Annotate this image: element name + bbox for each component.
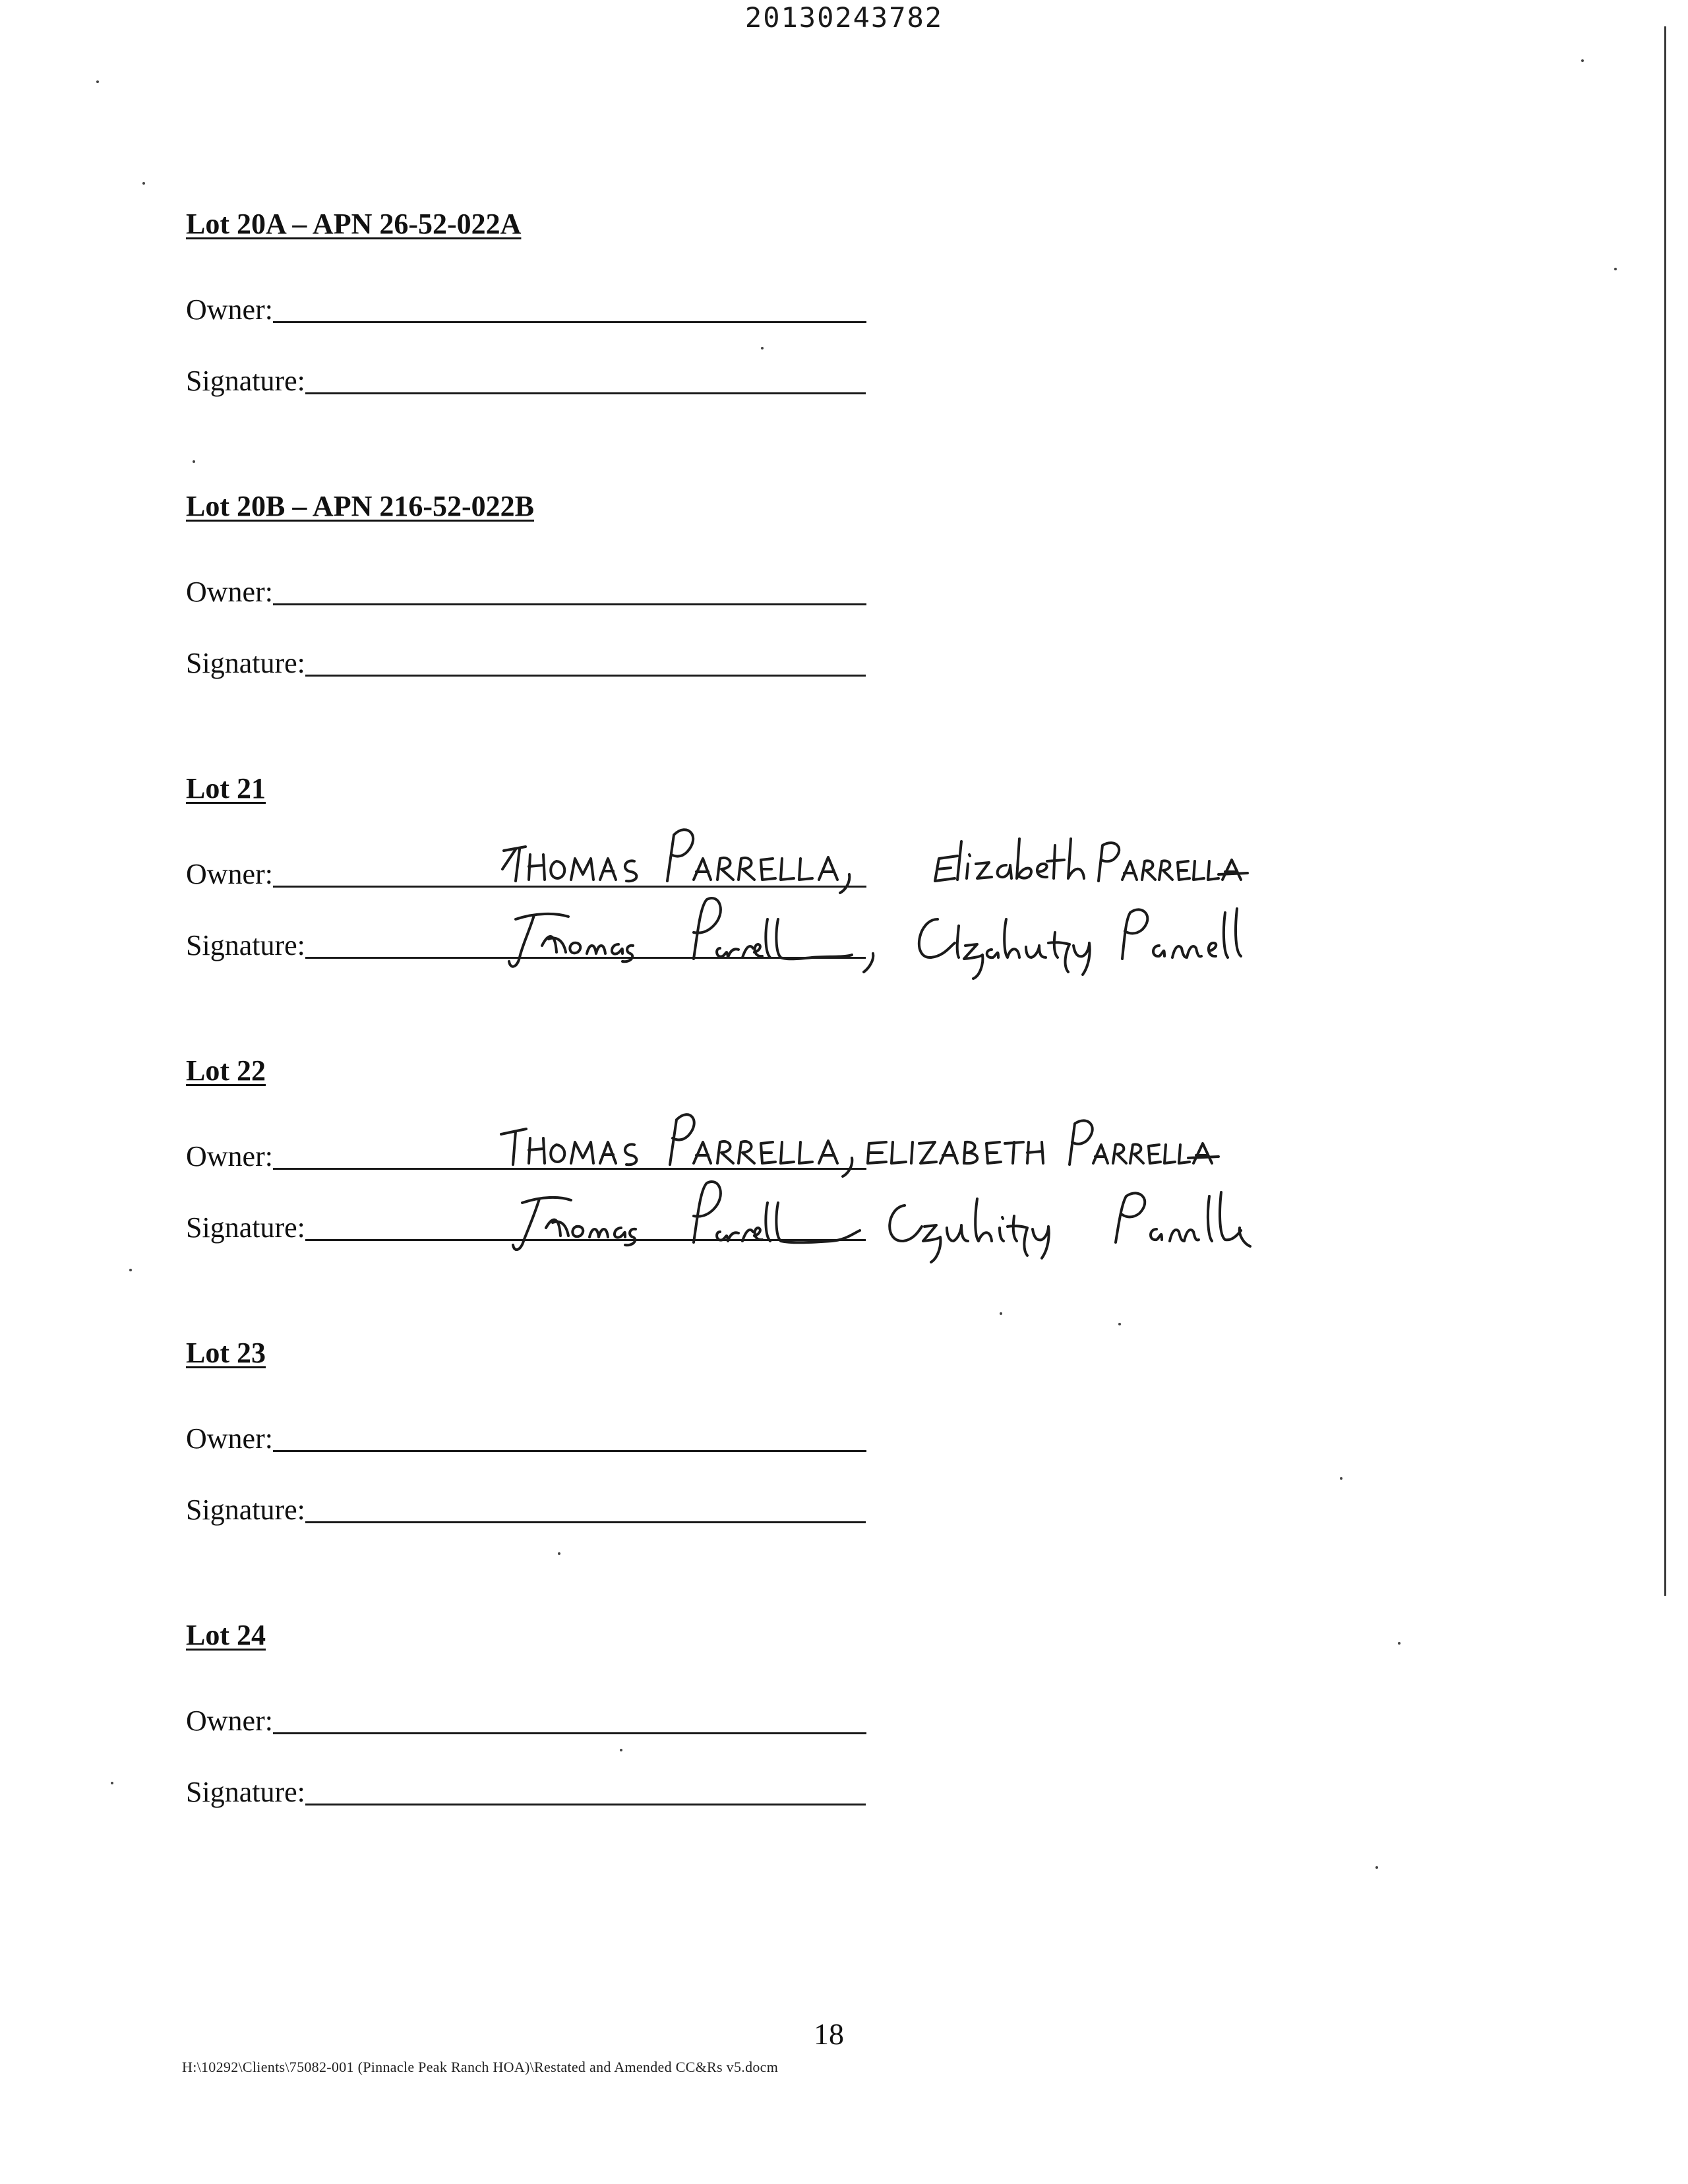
lot-title: Lot 20B – APN 216-52-022B <box>186 490 534 522</box>
scan-speck <box>129 1269 132 1271</box>
scan-edge-line <box>1664 26 1666 1596</box>
signature-label: Signature: <box>186 1776 305 1808</box>
owner-blank-line <box>273 603 866 605</box>
owner-label: Owner: <box>186 293 273 326</box>
scan-speck <box>558 1552 560 1555</box>
owner-label: Owner: <box>186 1422 273 1455</box>
scan-speck <box>1614 268 1617 270</box>
owner-field <box>186 1670 1175 1741</box>
handwritten-signatures <box>324 1162 1313 1254</box>
scan-speck <box>620 1749 622 1751</box>
signature-label: Signature: <box>186 647 305 679</box>
signature-blank-line <box>305 675 866 677</box>
scan-speck <box>1000 1312 1002 1315</box>
scan-speck <box>1375 1866 1378 1869</box>
owner-blank-line <box>273 1450 866 1452</box>
signature-field <box>186 1176 1175 1248</box>
scan-speck <box>142 182 145 185</box>
handwritten-signatures <box>324 880 1313 972</box>
lot-title: Lot 22 <box>186 1054 266 1087</box>
lot-title: Lot 24 <box>186 1619 266 1651</box>
owner-field <box>186 258 1175 330</box>
owner-blank-line <box>273 321 866 323</box>
lot-block-24 <box>186 1616 1175 1812</box>
owner-label: Owner: <box>186 858 273 890</box>
owner-label: Owner: <box>186 576 273 608</box>
signature-blank-line <box>305 1521 866 1523</box>
scan-speck <box>111 1782 113 1784</box>
owner-label: Owner: <box>186 1140 273 1172</box>
scan-speck <box>1118 1323 1121 1325</box>
signature-field <box>186 612 1175 683</box>
scan-speck <box>1340 1477 1342 1480</box>
owner-field <box>186 541 1175 612</box>
lot-block-20a <box>186 204 1175 401</box>
owner-blank-line <box>273 1732 866 1734</box>
signature-field <box>186 1459 1175 1530</box>
lot-title: Lot 21 <box>186 772 266 804</box>
signature-label: Signature: <box>186 929 305 961</box>
scan-speck <box>193 460 195 463</box>
scan-speck <box>1581 59 1584 62</box>
signature-field <box>186 330 1175 401</box>
lot-title: Lot 20A – APN 26-52-022A <box>186 208 522 240</box>
scan-speck <box>1398 1642 1401 1645</box>
lot-title: Lot 23 <box>186 1337 266 1369</box>
scan-speck <box>96 80 99 83</box>
signature-label: Signature: <box>186 1211 305 1244</box>
lot-block-20b <box>186 487 1175 683</box>
lot-block-22 <box>186 1051 1175 1248</box>
file-path-footer: H:\10292\Clients\75082-001 (Pinnacle Peak Ranch HOA)\Restated and Amended CC&Rs v5.docm <box>182 2059 779 2075</box>
scan-speck <box>761 347 764 349</box>
lot-block-23 <box>186 1333 1175 1530</box>
owner-field <box>186 1387 1175 1459</box>
signature-label: Signature: <box>186 365 305 397</box>
signature-blank-line <box>305 1804 866 1805</box>
page-number: 18 <box>814 2017 844 2051</box>
signature-blank-line <box>305 392 866 394</box>
signature-field <box>186 894 1175 965</box>
document-number: 20130243782 <box>744 1 944 34</box>
signature-label: Signature: <box>186 1494 305 1526</box>
lot-block-21 <box>186 769 1175 965</box>
owner-label: Owner: <box>186 1705 273 1737</box>
signature-field <box>186 1741 1175 1812</box>
